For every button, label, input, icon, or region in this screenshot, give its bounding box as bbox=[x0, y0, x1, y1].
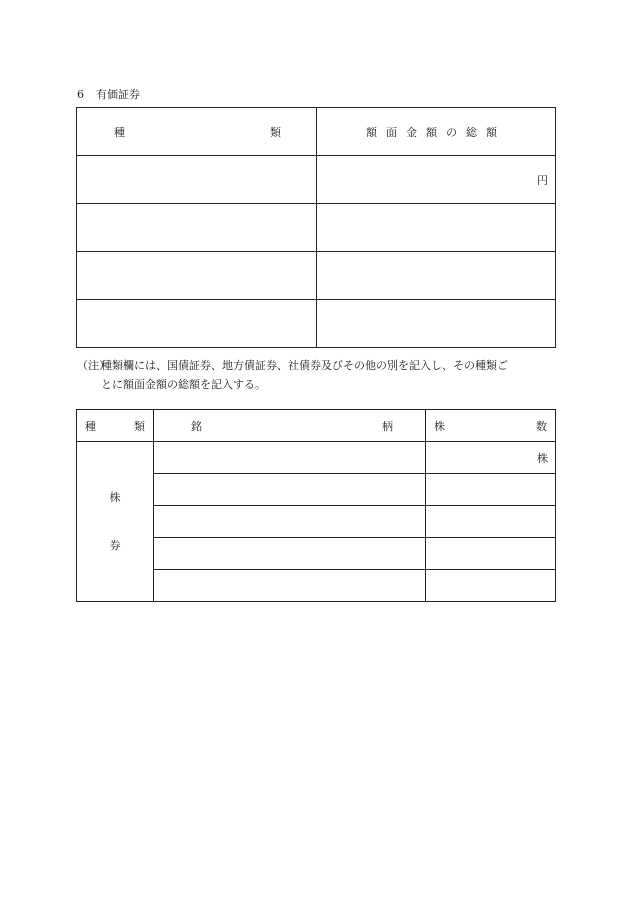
shares-cell[interactable] bbox=[426, 442, 556, 474]
stock-table bbox=[76, 409, 556, 602]
shares-cell[interactable] bbox=[426, 506, 556, 538]
header-kind-char-1: 種 bbox=[114, 125, 125, 139]
table-header-row bbox=[77, 108, 556, 156]
header-kind bbox=[77, 410, 154, 442]
table-row bbox=[77, 442, 556, 474]
table-header-row bbox=[77, 410, 556, 442]
table-row bbox=[77, 252, 556, 300]
stock-label-char-1: 株 bbox=[109, 490, 121, 504]
section-title: 有価証券 bbox=[96, 88, 140, 101]
header-brand bbox=[154, 410, 426, 442]
note-label: （注） bbox=[77, 359, 110, 372]
header-kind bbox=[77, 108, 317, 156]
header-shares bbox=[426, 410, 556, 442]
total-cell[interactable] bbox=[317, 252, 556, 300]
header-shares-char-1: 株 bbox=[434, 419, 445, 433]
note bbox=[77, 356, 567, 394]
stock-kind-cell bbox=[77, 442, 154, 602]
securities-total-table bbox=[76, 107, 556, 348]
yen-unit: 円 bbox=[537, 173, 548, 187]
shares-unit: 株 bbox=[537, 451, 548, 465]
header-brand-char-2: 柄 bbox=[382, 419, 393, 433]
brand-cell[interactable] bbox=[154, 570, 426, 602]
note-line-2: とに額面金額の総額を記入する。 bbox=[101, 378, 266, 391]
brand-cell[interactable] bbox=[154, 538, 426, 570]
header-shares-char-2: 数 bbox=[536, 419, 547, 433]
shares-cell[interactable] bbox=[426, 570, 556, 602]
kind-cell[interactable] bbox=[77, 156, 317, 204]
kind-cell[interactable] bbox=[77, 300, 317, 348]
total-cell[interactable] bbox=[317, 156, 556, 204]
header-kind-char-2: 類 bbox=[270, 125, 281, 139]
header-total-face-value: 額面金額の総額 bbox=[317, 108, 556, 156]
table-row bbox=[77, 300, 556, 348]
table-row bbox=[77, 156, 556, 204]
brand-cell[interactable] bbox=[154, 442, 426, 474]
stock-label-char-2: 券 bbox=[109, 538, 121, 552]
section-number: 6 bbox=[77, 88, 84, 101]
kind-cell[interactable] bbox=[77, 252, 317, 300]
header-kind-char-1: 種 bbox=[85, 419, 96, 433]
kind-cell[interactable] bbox=[77, 204, 317, 252]
header-brand-char-1: 銘 bbox=[191, 419, 202, 433]
brand-cell[interactable] bbox=[154, 506, 426, 538]
table-row bbox=[77, 204, 556, 252]
header-kind-char-2: 類 bbox=[134, 419, 145, 433]
shares-cell[interactable] bbox=[426, 538, 556, 570]
total-cell[interactable] bbox=[317, 204, 556, 252]
shares-cell[interactable] bbox=[426, 474, 556, 506]
brand-cell[interactable] bbox=[154, 474, 426, 506]
section-heading bbox=[77, 86, 140, 102]
total-cell[interactable] bbox=[317, 300, 556, 348]
note-line-1: 種類欄には、国債証券、地方債証券、社債券及びその他の別を記入し、その種類ご bbox=[101, 359, 508, 372]
